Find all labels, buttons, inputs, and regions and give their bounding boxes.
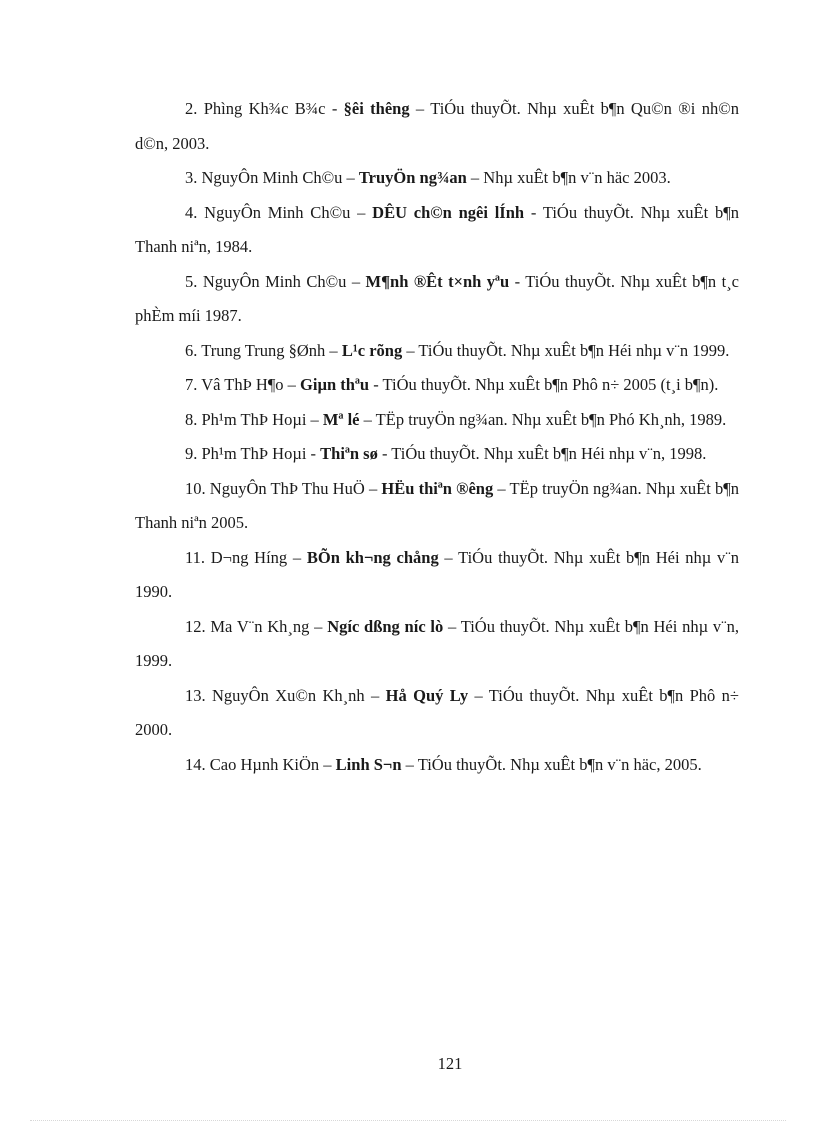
reference-lead: 14. Cao Hµnh KiÖn – — [185, 754, 336, 774]
reference-lead: 3. NguyÔn Minh Ch©u – — [185, 168, 359, 187]
reference-lead: 2. Phìng Kh¾c B¾c - — [185, 99, 344, 118]
reference-detail: - TiÓu thuyÕt. Nhµ xuÊt b¶n Phô n÷ 2005 (t¸i b¶n). — [369, 375, 719, 394]
reference-title: Thiªn sø — [320, 444, 378, 463]
reference-detail: – TiÓu thuyÕt. Nhµ xuÊt b¶n Héi nhµ v¨n, 1999. — [135, 616, 739, 670]
reference-title: BÕn kh¬ng chång — [306, 547, 439, 567]
reference-item — [135, 437, 739, 472]
reference-item — [135, 472, 739, 541]
reference-item — [135, 265, 739, 334]
reference-title: TruyÖn ng¾an — [358, 168, 467, 187]
reference-lead: 9. Ph¹m ThÞ Hoµi - — [185, 444, 321, 463]
reference-title: M¶nh ®Êt t×nh yªu — [365, 271, 510, 291]
reference-item — [135, 541, 739, 610]
reference-item — [135, 403, 739, 438]
reference-detail: – TiÓu thuyÕt. Nhµ xuÊt b¶n Héi nhµ v¨n 1999. — [402, 340, 730, 360]
reference-lead: 12. Ma V¨n Kh¸ng – — [185, 616, 328, 636]
reference-title: Linh S¬n — [335, 754, 402, 774]
reference-lead: 13. NguyÔn Xu©n Kh¸nh – — [185, 685, 386, 705]
reference-title: HËu thiªn ®êng — [381, 478, 494, 498]
reference-detail: - TiÓu thuyÕt. Nhµ xuÊt b¶n t¸c phÈm míi 1987. — [135, 271, 739, 325]
reference-lead: 5. NguyÔn Minh Ch©u – — [185, 271, 366, 291]
reference-item — [135, 161, 739, 196]
page-number: 121 — [437, 1054, 463, 1073]
reference-detail: – TËp truyÖn ng¾an. Nhµ xuÊt b¶n Phó Kh¸nh, 1989. — [359, 409, 727, 429]
reference-detail: – TËp truyÖn ng¾an. Nhµ xuÊt b¶n Thanh niªn 2005. — [135, 478, 739, 532]
reference-detail: – TiÓu thuyÕt. Nhµ xuÊt b¶n Phô n÷ 2000. — [135, 685, 739, 739]
reference-title: Giµn thªu — [300, 375, 370, 394]
reference-detail: – TiÓu thuyÕt. Nhµ xuÊt b¶n v¨n häc, 2005. — [401, 754, 702, 774]
reference-item — [135, 92, 739, 161]
reference-title: DÊU ch©n ngêi lÍnh — [372, 202, 525, 222]
reference-lead: 10. NguyÔn ThÞ Thu HuÖ – — [185, 478, 382, 498]
reference-item — [135, 679, 739, 748]
reference-title: Hå Quý Ly — [385, 685, 469, 705]
reference-list — [135, 92, 739, 782]
reference-item — [135, 368, 739, 403]
reference-item — [135, 334, 739, 369]
reference-detail: – Nhµ xuÊt b¶n v¨n häc 2003. — [466, 168, 671, 187]
reference-item — [135, 196, 739, 265]
reference-detail: – TiÓu thuyÕt. Nhµ xuÊt b¶n Héi nhµ v¨n 1990. — [135, 547, 739, 601]
reference-item — [135, 610, 739, 679]
reference-lead: 7. Vâ ThÞ H¶o – — [185, 375, 301, 394]
reference-title: §êi thêng — [343, 99, 410, 118]
page-bottom-rule — [30, 1120, 786, 1121]
reference-title: L¹c rõng — [341, 340, 403, 360]
reference-lead: 11. D¬ng Híng – — [185, 547, 307, 567]
reference-lead: 8. Ph¹m ThÞ Hoµi – — [185, 409, 323, 429]
reference-title: Ngíc dßng níc lò — [327, 616, 444, 636]
reference-title: Mª lé — [322, 409, 360, 429]
reference-detail: – TiÓu thuyÕt. Nhµ xuÊt b¶n Qu©n ®i nh©n d©n, 2003. — [135, 99, 739, 153]
reference-detail: - TiÓu thuyÕt. Nhµ xuÊt b¶n Héi nhµ v¨n, 1998. — [377, 444, 707, 463]
reference-detail: - TiÓu thuyÕt. Nhµ xuÊt b¶n Thanh niªn, 1984. — [135, 202, 739, 256]
reference-lead: 6. Trung Trung §Ønh – — [185, 340, 342, 360]
reference-item — [135, 748, 739, 783]
reference-lead: 4. NguyÔn Minh Ch©u – — [185, 202, 373, 222]
